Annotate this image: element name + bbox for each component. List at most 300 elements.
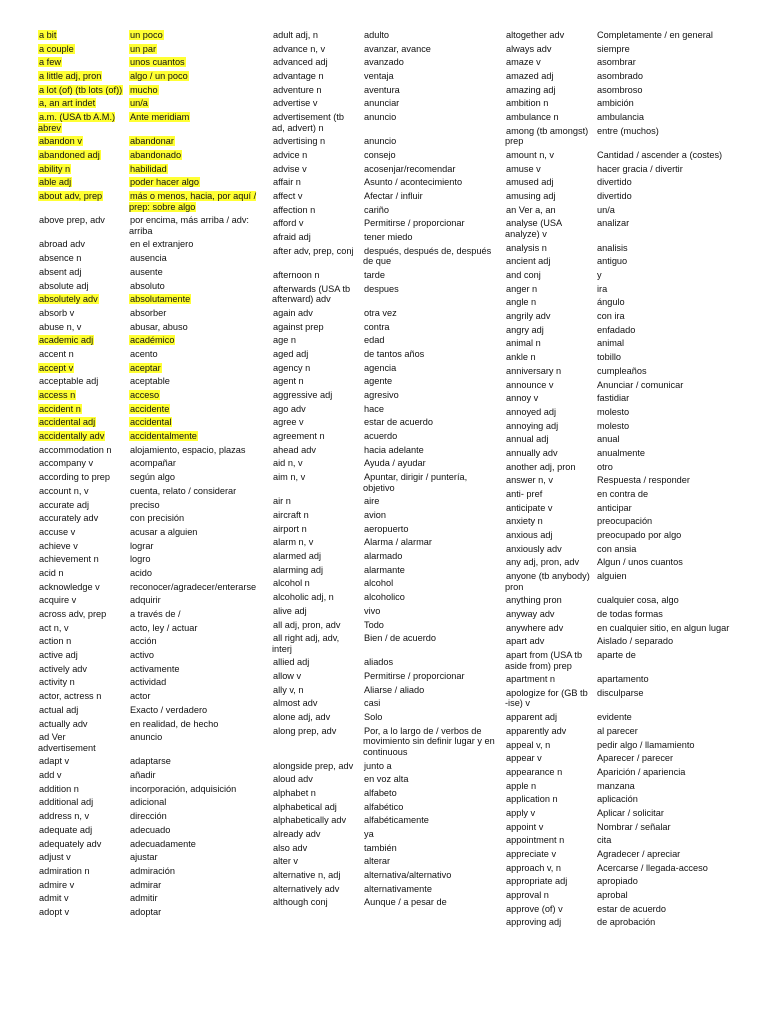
english-term: [38, 376, 129, 387]
vocab-entry: [505, 448, 757, 459]
vocab-entry: [272, 218, 496, 229]
english-term: [38, 784, 129, 795]
spanish-translation-text: ajustar: [130, 852, 158, 863]
english-term: [505, 849, 596, 860]
english-term: [505, 421, 596, 432]
english-term-text: along prep, adv: [273, 725, 337, 736]
spanish-translation: [596, 311, 757, 322]
english-term-text: appointment n: [506, 835, 565, 846]
spanish-translation-text: cuenta, relato / considerar: [130, 485, 237, 496]
english-term-text: alive adj: [273, 605, 307, 616]
spanish-translation: [129, 636, 260, 647]
spanish-translation: [596, 516, 757, 527]
english-term-text: aged adj: [273, 348, 309, 359]
spanish-translation-text: asombrado: [597, 71, 643, 82]
english-term-text: alcoholic adj, n: [273, 592, 334, 603]
english-term: [38, 363, 129, 374]
spanish-translation: [596, 781, 757, 792]
spanish-translation: [596, 434, 757, 445]
spanish-translation-text: al parecer: [597, 725, 638, 736]
english-term: [272, 592, 363, 603]
vocab-entry: [38, 825, 260, 836]
vocab-entry: [272, 856, 496, 867]
spanish-translation: [596, 794, 757, 805]
spanish-translation-text: Permitirse / proporcionar: [364, 671, 465, 682]
vocab-entry: [272, 205, 496, 216]
vocab-entry: [38, 568, 260, 579]
spanish-translation-text: alcohol: [364, 578, 394, 589]
vocab-entry: [38, 239, 260, 250]
vocab-entry: [38, 150, 260, 161]
vocab-entry: [38, 541, 260, 552]
spanish-translation: [129, 691, 260, 702]
vocab-entry: [38, 811, 260, 822]
spanish-translation-text: junto a: [364, 760, 392, 771]
english-term-text: accommodation n: [39, 444, 112, 455]
spanish-translation: [596, 44, 757, 55]
english-term-text: always adv: [506, 43, 552, 54]
spanish-translation: [596, 270, 757, 281]
english-term-text: admit v: [39, 893, 69, 904]
english-term: [272, 335, 363, 346]
spanish-translation-text: animal: [597, 338, 625, 349]
spanish-translation: [596, 835, 757, 846]
spanish-translation: [363, 726, 496, 758]
spanish-translation-text: adicional: [130, 797, 167, 808]
spanish-translation: [363, 633, 496, 644]
english-term: [505, 191, 596, 202]
english-term: [272, 417, 363, 428]
spanish-translation: [363, 30, 496, 41]
spanish-translation-text: adulto: [364, 30, 390, 40]
vocab-entry: [505, 297, 757, 308]
spanish-translation: [596, 243, 757, 254]
spanish-translation-text: Ayuda / ayudar: [364, 458, 426, 469]
english-term-text: alongside prep, adv: [273, 760, 354, 771]
english-term: [272, 815, 363, 826]
english-term-text: actor, actress n: [39, 691, 102, 702]
english-term-text: airport n: [273, 523, 307, 534]
spanish-translation: [363, 620, 496, 631]
english-term-text: amuse v: [506, 163, 541, 174]
english-term-text: amazed adj: [506, 71, 554, 82]
english-term: [505, 150, 596, 161]
vocab-entry: [272, 510, 496, 521]
english-term-text: academic adj: [39, 335, 94, 346]
vocab-entry: [38, 797, 260, 808]
spanish-translation: [129, 732, 260, 743]
english-term-text: a lot (of) (tb lots (of)): [39, 84, 123, 95]
english-term: [38, 486, 129, 497]
spanish-translation: [596, 609, 757, 620]
spanish-translation-text: Apuntar, dirigir / puntería, objetivo: [363, 472, 468, 493]
spanish-translation: [129, 376, 260, 387]
english-term-text: adequate adj: [39, 824, 93, 835]
vocab-entry: [505, 808, 757, 819]
spanish-translation-text: absolutamente: [130, 294, 191, 305]
spanish-translation-text: asombroso: [597, 84, 643, 95]
spanish-translation-text: también: [364, 842, 397, 853]
spanish-translation-text: cita: [597, 835, 612, 846]
english-term: [272, 802, 363, 813]
english-term-text: and conj: [506, 270, 541, 280]
vocab-entry: [272, 445, 496, 456]
vocab-entry: [505, 544, 757, 555]
english-term: [272, 71, 363, 82]
english-term: [38, 541, 129, 552]
english-term: [38, 44, 129, 55]
spanish-translation-text: adquirir: [130, 595, 161, 606]
spanish-translation-text: alarmado: [364, 551, 403, 562]
english-term-text: a bit: [39, 30, 57, 40]
spanish-translation: [596, 256, 757, 267]
english-term-text: although conj: [273, 897, 328, 908]
vocab-entry: [272, 815, 496, 826]
spanish-translation-text: vivo: [364, 605, 381, 616]
english-term: [272, 726, 363, 737]
vocab-entry: [272, 761, 496, 772]
english-term: [38, 30, 129, 41]
english-term: [272, 404, 363, 415]
spanish-translation-text: ira: [597, 283, 608, 294]
english-term: [272, 551, 363, 562]
spanish-translation: [129, 253, 260, 264]
english-term: [505, 205, 596, 216]
spanish-translation-text: acompañar: [130, 458, 176, 469]
english-term: [272, 136, 363, 147]
english-term-text: after adv, prep, conj: [273, 245, 354, 256]
english-term: [272, 657, 363, 668]
english-term-text: ahead adv: [273, 444, 316, 455]
spanish-translation-text: alfabeto: [364, 787, 397, 798]
english-term: [505, 434, 596, 445]
spanish-translation: [363, 524, 496, 535]
english-term-text: apparent adj: [506, 712, 558, 723]
english-term: [505, 636, 596, 647]
spanish-translation-text: Aparición / apariencia: [597, 766, 686, 777]
spanish-translation: [363, 843, 496, 854]
english-term: [38, 839, 129, 850]
vocab-entry: [272, 671, 496, 682]
spanish-translation: [129, 215, 260, 236]
english-term: [272, 524, 363, 535]
english-term: [505, 595, 596, 606]
spanish-translation: [596, 57, 757, 68]
vocab-column-1: [38, 30, 260, 921]
english-term-text: appear v: [506, 753, 542, 764]
spanish-translation: [363, 232, 496, 243]
english-term-text: ambition n: [506, 98, 549, 109]
spanish-translation-text: despues: [364, 283, 399, 294]
english-term-text: alarm n, v: [273, 537, 314, 548]
spanish-translation-text: a través de /: [130, 609, 181, 619]
english-term-text: abandon v: [39, 136, 82, 147]
english-term: [38, 582, 129, 593]
english-term-text: age n: [273, 335, 296, 346]
spanish-translation: [596, 753, 757, 764]
spanish-translation-text: apropiado: [597, 876, 638, 887]
spanish-translation-text: anuncio: [364, 112, 397, 123]
vocab-entry: [272, 232, 496, 243]
spanish-translation-text: ausente: [130, 266, 163, 277]
spanish-translation: [363, 57, 496, 68]
spanish-translation-text: poder hacer algo: [130, 177, 199, 188]
spanish-translation: [363, 136, 496, 147]
vocab-entry: [38, 732, 260, 753]
vocab-entry: [38, 349, 260, 360]
spanish-translation-text: contra: [364, 321, 390, 332]
spanish-translation-text: Asunto / acontecimiento: [364, 177, 463, 188]
spanish-translation-text: molesto: [597, 406, 630, 417]
english-term: [505, 126, 596, 147]
spanish-translation-text: accidente: [130, 403, 170, 414]
english-term-text: according to prep: [39, 472, 110, 483]
english-term-text: actual adj: [39, 704, 79, 715]
spanish-translation-text: Bien / de acuerdo: [364, 633, 437, 644]
spanish-translation: [363, 856, 496, 867]
english-term: [272, 30, 363, 41]
spanish-translation: [363, 150, 496, 161]
vocab-entry: [38, 705, 260, 716]
english-term-text: a little adj, pron: [39, 71, 102, 82]
english-term: [505, 57, 596, 68]
vocab-entry: [38, 57, 260, 68]
spanish-translation-text: ya: [364, 828, 374, 839]
english-term: [38, 719, 129, 730]
spanish-translation-text: por encima, más arriba / adv: arriba: [129, 215, 249, 236]
english-term: [272, 44, 363, 55]
spanish-translation: [129, 404, 260, 415]
spanish-translation-text: académico: [130, 335, 175, 346]
english-term: [272, 565, 363, 576]
spanish-translation: [129, 582, 260, 593]
spanish-translation: [363, 698, 496, 709]
english-term-text: agency n: [273, 362, 311, 373]
spanish-translation-text: Ante meridiam: [130, 112, 190, 123]
spanish-translation-text: Algun / unos cuantos: [597, 557, 683, 568]
vocab-entry: [38, 85, 260, 96]
english-term: [272, 112, 363, 133]
english-term: [505, 726, 596, 737]
english-term: [38, 907, 129, 918]
english-term: [505, 571, 596, 592]
english-term: [505, 44, 596, 55]
spanish-translation: [129, 349, 260, 360]
english-term: [38, 431, 129, 442]
vocab-entry: [38, 636, 260, 647]
english-term-text: anyway adv: [506, 609, 555, 619]
english-term: [38, 527, 129, 538]
vocab-entry: [272, 270, 496, 281]
english-term-text: annoyed adj: [506, 406, 557, 417]
spanish-translation: [596, 650, 757, 661]
spanish-translation: [596, 595, 757, 606]
english-term: [38, 308, 129, 319]
english-term: [505, 712, 596, 723]
spanish-translation: [596, 164, 757, 175]
spanish-translation-text: absorber: [130, 307, 167, 318]
english-term-text: activity n: [39, 677, 75, 688]
spanish-translation-text: incorporación, adquisición: [130, 783, 237, 794]
spanish-translation: [363, 565, 496, 576]
vocab-entry: [38, 445, 260, 456]
english-term-text: able adj: [39, 177, 72, 188]
english-term-text: approval n: [506, 890, 549, 901]
english-term: [38, 98, 129, 109]
vocab-entry: [272, 884, 496, 895]
spanish-translation: [363, 71, 496, 82]
spanish-translation-text: de todas formas: [597, 609, 663, 619]
spanish-translation-text: analisis: [597, 242, 628, 253]
spanish-translation-text: molesto: [597, 420, 630, 431]
english-term-text: accurately adv: [39, 513, 99, 524]
english-term-text: alter v: [273, 856, 299, 867]
english-term-text: accident n: [39, 403, 81, 414]
spanish-translation-text: anuncio: [130, 732, 163, 743]
english-term: [272, 870, 363, 881]
english-term: [505, 256, 596, 267]
spanish-translation-text: algo / un poco: [130, 71, 188, 82]
spanish-translation: [596, 205, 757, 216]
spanish-translation: [596, 557, 757, 568]
spanish-translation-text: después, después de, después de que: [363, 245, 492, 267]
spanish-translation: [363, 335, 496, 346]
vocab-entry: [505, 44, 757, 55]
spanish-translation: [363, 112, 496, 123]
spanish-translation: [596, 366, 757, 377]
vocab-entry: [272, 726, 496, 758]
english-term-text: actually adv: [39, 718, 88, 729]
spanish-translation: [129, 335, 260, 346]
spanish-translation-text: agresivo: [364, 390, 399, 400]
vocab-entry: [505, 609, 757, 620]
english-term: [38, 164, 129, 175]
english-term: [505, 753, 596, 764]
vocab-entry: [38, 893, 260, 904]
vocab-column-3: [505, 30, 757, 931]
vocab-entry: [272, 164, 496, 175]
vocab-entry: [505, 191, 757, 202]
spanish-translation-text: Respuesta / responder: [597, 475, 690, 486]
spanish-translation: [129, 797, 260, 808]
spanish-translation-text: Afectar / influir: [364, 191, 423, 202]
vocab-entry: [505, 475, 757, 486]
vocab-entry: [38, 136, 260, 147]
english-term: [272, 884, 363, 895]
spanish-translation-text: Alarma / alarmar: [364, 537, 432, 548]
spanish-translation-text: adecuadamente: [130, 838, 196, 849]
spanish-translation: [363, 592, 496, 603]
vocab-entry: [38, 907, 260, 918]
spanish-translation-text: agente: [364, 376, 393, 387]
english-term: [272, 177, 363, 188]
english-term: [505, 890, 596, 901]
english-term: [505, 218, 596, 239]
spanish-translation: [596, 544, 757, 555]
vocab-entry: [272, 112, 496, 133]
spanish-translation: [596, 297, 757, 308]
spanish-translation: [363, 164, 496, 175]
spanish-translation: [596, 150, 757, 161]
spanish-translation-text: divertido: [597, 191, 632, 202]
spanish-translation-text: mucho: [130, 84, 158, 95]
spanish-translation-text: tarde: [364, 270, 385, 280]
spanish-translation: [596, 338, 757, 349]
english-term: [38, 71, 129, 82]
english-term: [505, 609, 596, 620]
english-term-text: absolutely adv: [39, 294, 98, 305]
spanish-translation: [129, 431, 260, 442]
english-term-text: achievement n: [39, 554, 99, 565]
english-term-text: acknowledge v: [39, 581, 100, 592]
spanish-translation-text: con precisión: [130, 513, 185, 524]
vocab-entry: [272, 349, 496, 360]
english-term: [272, 856, 363, 867]
english-term: [38, 866, 129, 877]
english-term: [505, 917, 596, 928]
vocab-entry: [505, 380, 757, 391]
spanish-translation: [363, 270, 496, 281]
spanish-translation: [129, 770, 260, 781]
english-term: [38, 623, 129, 634]
spanish-translation-text: en cualquier sitio, en algun lugar: [597, 622, 730, 633]
english-term-text: accuse v: [39, 526, 76, 537]
vocab-entry: [505, 205, 757, 216]
english-term: [505, 284, 596, 295]
vocab-entry: [38, 609, 260, 620]
spanish-translation-text: actor: [130, 691, 151, 702]
english-term-text: adjust v: [39, 852, 71, 863]
spanish-translation-text: alterar: [364, 856, 391, 867]
spanish-translation-text: aparte de: [597, 650, 636, 661]
vocab-entry: [38, 390, 260, 401]
english-term-text: against prep: [273, 321, 324, 332]
vocab-entry: [38, 322, 260, 333]
english-term-text: afternoon n: [273, 270, 320, 280]
vocab-entry: [272, 592, 496, 603]
vocab-entry: [505, 366, 757, 377]
english-term-text: abuse n, v: [39, 321, 82, 332]
english-term-text: adult adj, n: [273, 30, 318, 40]
english-term-text: ago adv: [273, 403, 306, 414]
english-term: [272, 85, 363, 96]
spanish-translation: [363, 537, 496, 548]
vocab-entry: [505, 890, 757, 901]
english-term: [505, 407, 596, 418]
spanish-translation: [363, 815, 496, 826]
english-term-text: analysis n: [506, 242, 547, 253]
spanish-translation: [129, 71, 260, 82]
spanish-translation-text: accidental: [130, 417, 172, 428]
english-term: [38, 797, 129, 808]
english-term-text: advanced adj: [273, 57, 328, 68]
english-term: [38, 322, 129, 333]
vocab-entry: [38, 164, 260, 175]
vocab-entry: [505, 243, 757, 254]
spanish-translation-text: edad: [364, 335, 385, 346]
english-term: [505, 338, 596, 349]
vocab-entry: [505, 557, 757, 568]
english-term-text: accidental adj: [39, 417, 96, 428]
spanish-translation: [596, 712, 757, 723]
spanish-translation-text: acuerdo: [364, 431, 398, 442]
english-term-text: apologize for (GB tb -ise) v: [505, 687, 588, 709]
english-term: [38, 595, 129, 606]
spanish-translation: [363, 788, 496, 799]
spanish-translation: [129, 595, 260, 606]
english-term-text: account n, v: [39, 485, 89, 496]
vocab-entry: [505, 284, 757, 295]
